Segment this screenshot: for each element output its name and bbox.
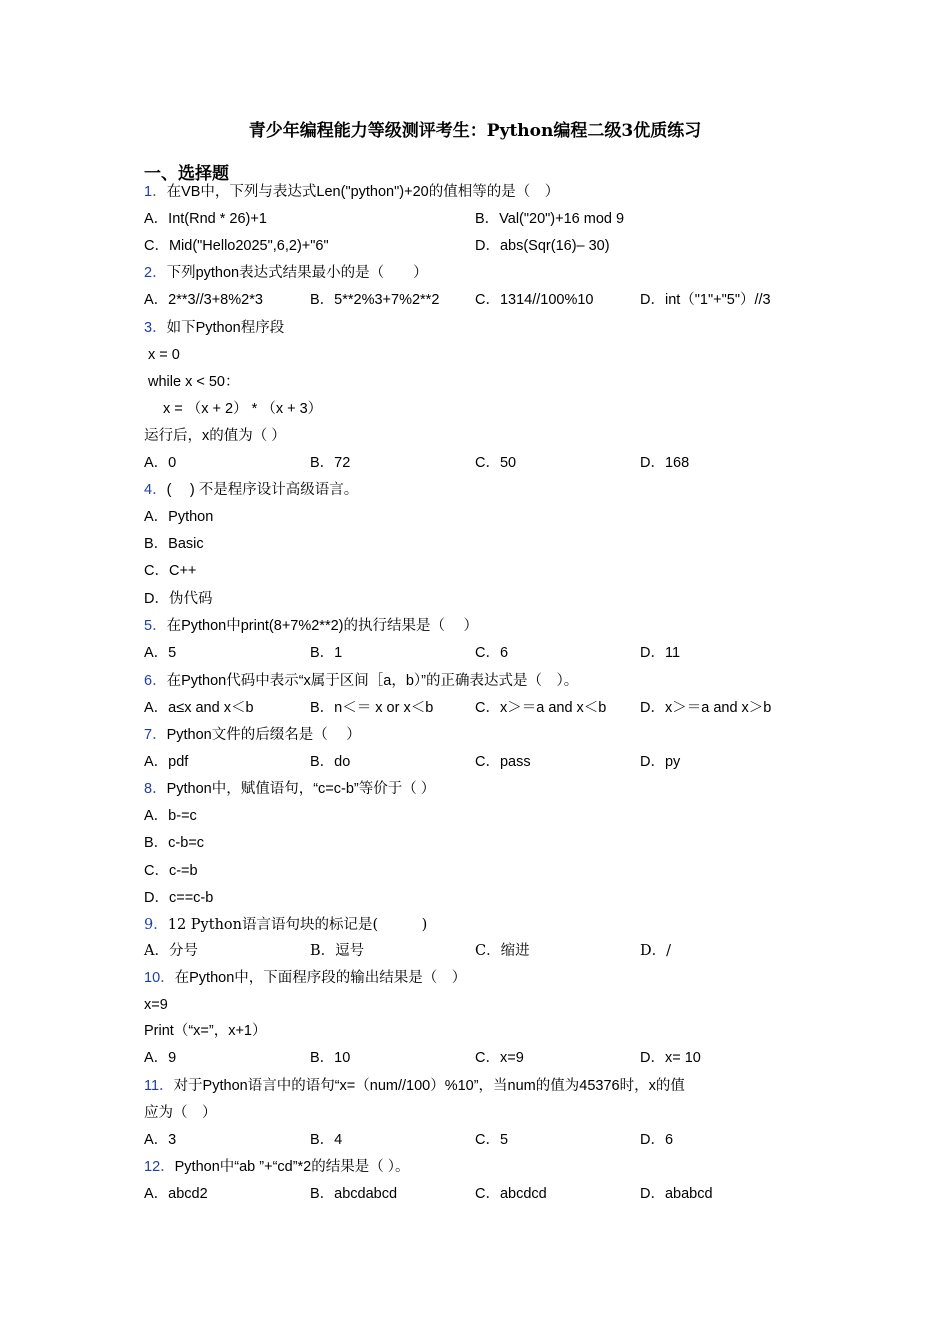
option-b: B．逗号 (310, 943, 365, 959)
question-6 (144, 671, 578, 691)
question-number: 11． (144, 1078, 174, 1094)
question-text: 12 Python语言语句块的标记是( ) (167, 917, 428, 933)
question-number: 4． (144, 482, 167, 498)
question-text: Python中“ab ”+“cd”*2的结果是（ ）。 (174, 1159, 410, 1175)
question-number: 10． (144, 970, 175, 986)
code-line: x = 0 (148, 347, 180, 363)
question-1 (144, 182, 559, 202)
question-number: 7． (144, 727, 167, 743)
option-d: D．x＞＝a and x＞b (640, 700, 772, 716)
option-c: C．6 (475, 645, 509, 661)
option-c: C．C++ (144, 563, 197, 579)
option-b: B．c-b=c (144, 835, 205, 851)
option-a: A．0 (144, 455, 177, 471)
question-5 (144, 616, 478, 636)
option-b: B．abcdabcd (310, 1186, 398, 1202)
option-c: C．x=9 (475, 1050, 524, 1066)
option-a: A．2**3//3+8%2*3 (144, 292, 263, 308)
option-c: C．5 (475, 1132, 509, 1148)
question-text: ( ) 不是程序设计高级语言。 (166, 482, 359, 498)
code-line: x=9 (144, 997, 168, 1013)
page-title: 青少年编程能力等级测评考生：Python编程二级3优质练习 (248, 121, 702, 141)
code-line: Print（“x=”，x+1） (144, 1023, 267, 1039)
option-a: A．pdf (144, 754, 189, 770)
question-number: 3． (144, 320, 167, 336)
question-number: 5． (144, 618, 167, 634)
option-b: B．do (310, 754, 351, 770)
option-b: B．4 (310, 1132, 343, 1148)
option-c: C．1314//100%10 (475, 292, 594, 308)
option-c: C．abcdcd (475, 1186, 547, 1202)
question-10 (144, 968, 466, 988)
question-text-continued: 应为（ ） (144, 1105, 217, 1121)
option-c: C．缩进 (475, 943, 530, 959)
option-a: A．b-=c (144, 808, 197, 824)
question-number: 1． (144, 184, 167, 200)
option-c: C．50 (475, 455, 517, 471)
option-c: C．pass (475, 754, 531, 770)
question-8 (144, 779, 435, 799)
option-a: A．Python (144, 509, 214, 525)
section-heading: 一、选择题 (144, 164, 229, 184)
question-text: 在Python中print(8+7%2**2)的执行结果是（ ） (166, 618, 479, 634)
option-d: D．6 (640, 1132, 674, 1148)
option-d: D．c==c-b (144, 890, 214, 906)
question-text: Python中，赋值语句，“c=c-b”等价于（ ） (166, 781, 436, 797)
option-b: B．Basic (144, 536, 204, 552)
question-3 (144, 318, 284, 338)
question-text: 在Python中，下面程序段的输出结果是（ ） (174, 970, 467, 986)
option-b: B．Val("20")+16 mod 9 (475, 211, 625, 227)
question-text: 如下Python程序段 (166, 320, 285, 336)
option-b: B．5**2%3+7%2**2 (310, 292, 440, 308)
question-11 (144, 1076, 685, 1096)
option-c: C．Mid("Hello2025",6,2)+"6" (144, 238, 329, 254)
option-d: D．x= 10 (640, 1050, 701, 1066)
question-2 (144, 263, 428, 283)
question-4 (144, 480, 358, 500)
question-text: 在Python代码中表示“x属于区间［a，b）”的正确表达式是（ ）。 (166, 673, 579, 689)
question-12 (144, 1157, 410, 1177)
question-number: 2． (144, 265, 167, 281)
option-d: D．11 (640, 645, 681, 661)
option-b: B．n＜＝ x or x＜b (310, 700, 434, 716)
question-text: Python文件的后缀名是（ ） (166, 727, 361, 743)
option-a: A．9 (144, 1050, 177, 1066)
question-7 (144, 725, 361, 745)
option-a: A．3 (144, 1132, 177, 1148)
question-text: 下列python表达式结果最小的是（ ） (166, 265, 428, 281)
option-c: C．x＞＝a and x＜b (475, 700, 607, 716)
option-b: B．10 (310, 1050, 351, 1066)
question-number: 12． (144, 1159, 175, 1175)
option-a: A．abcd2 (144, 1186, 208, 1202)
option-b: B．72 (310, 455, 351, 471)
option-a: A．a≤x and x＜b (144, 700, 254, 716)
option-c: C．c-=b (144, 863, 198, 879)
question-text: 运行后，x的值为（ ） (144, 428, 286, 444)
question-text: 对于Python语言中的语句“x=（num//100）%10”，当num的值为45376时，x的值 (173, 1078, 685, 1094)
option-d: D．168 (640, 455, 690, 471)
question-text: 在VB中，下列与表达式Len("python")+20的值相等的是（ ） (166, 184, 560, 200)
option-a: A．5 (144, 645, 177, 661)
question-number: 8． (144, 781, 167, 797)
option-d: D．int（"1"+"5"）//3 (640, 292, 771, 308)
option-d: D．abs(Sqr(16)– 30) (475, 238, 610, 254)
option-d: D．py (640, 754, 681, 770)
code-line: x = （x + 2） * （x + 3） (163, 401, 323, 417)
option-a: A．Int(Rnd * 26)+1 (144, 211, 267, 227)
option-b: B．1 (310, 645, 343, 661)
question-number: 6． (144, 673, 167, 689)
option-d: D．伪代码 (144, 591, 213, 607)
option-d: D．/ (640, 943, 672, 959)
question-9 (144, 915, 427, 935)
code-line: while x < 50： (148, 374, 240, 390)
option-d: D．ababcd (640, 1186, 713, 1202)
question-number: 9． (144, 917, 168, 933)
option-a: A．分号 (144, 943, 198, 959)
